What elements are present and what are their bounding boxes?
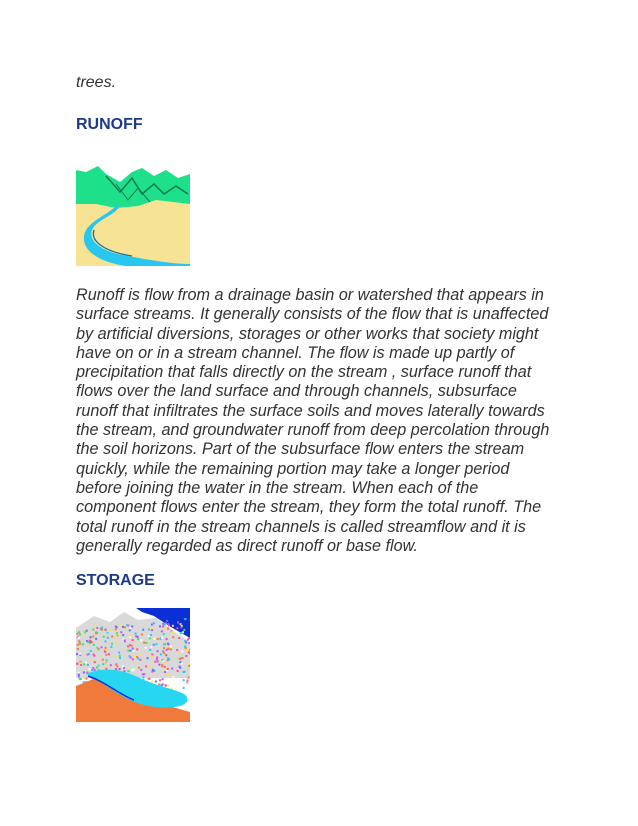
paragraph-line: by artificial diversions, storages or other works that society might bbox=[76, 324, 539, 343]
paragraph-line: quickly, while the remaining portion may take a longer period bbox=[76, 459, 510, 478]
paragraph-line: surface streams. It generally consists of the flow that is unaffected bbox=[76, 305, 549, 324]
runoff-illustration bbox=[76, 164, 190, 266]
storage-illustration bbox=[76, 608, 190, 722]
paragraph-line: Runoff is flow from a drainage basin or watershed that appears in bbox=[76, 286, 544, 304]
text-fragment: trees. bbox=[76, 74, 117, 91]
paragraph-line: flows over the land surface and through channels, subsurface bbox=[76, 382, 517, 401]
runoff-paragraph bbox=[76, 286, 566, 556]
storage-heading: STORAGE bbox=[76, 572, 155, 589]
runoff-heading: RUNOFF bbox=[76, 116, 143, 133]
paragraph-line: precipitation that falls directly on the stream , surface runoff that bbox=[76, 363, 532, 382]
paragraph-line: have on or in a stream channel. The flow is made up partly of bbox=[76, 343, 515, 362]
paragraph-line: generally regarded as direct runoff or base flow. bbox=[76, 536, 418, 555]
paragraph-line: the soil horizons. Part of the subsurface flow enters the stream bbox=[76, 440, 525, 459]
paragraph-line: total runoff in the stream channels is called streamflow and it is bbox=[76, 517, 526, 536]
paragraph-line: before joining the water in the stream. When each of the bbox=[76, 478, 479, 497]
paragraph-line: runoff that infiltrates the surface soils and moves laterally towards bbox=[76, 401, 545, 420]
paragraph-line: the stream, and groundwater runoff from deep percolation through bbox=[76, 421, 550, 440]
paragraph-line: component flows enter the stream, they form the total runoff. The bbox=[76, 498, 542, 517]
